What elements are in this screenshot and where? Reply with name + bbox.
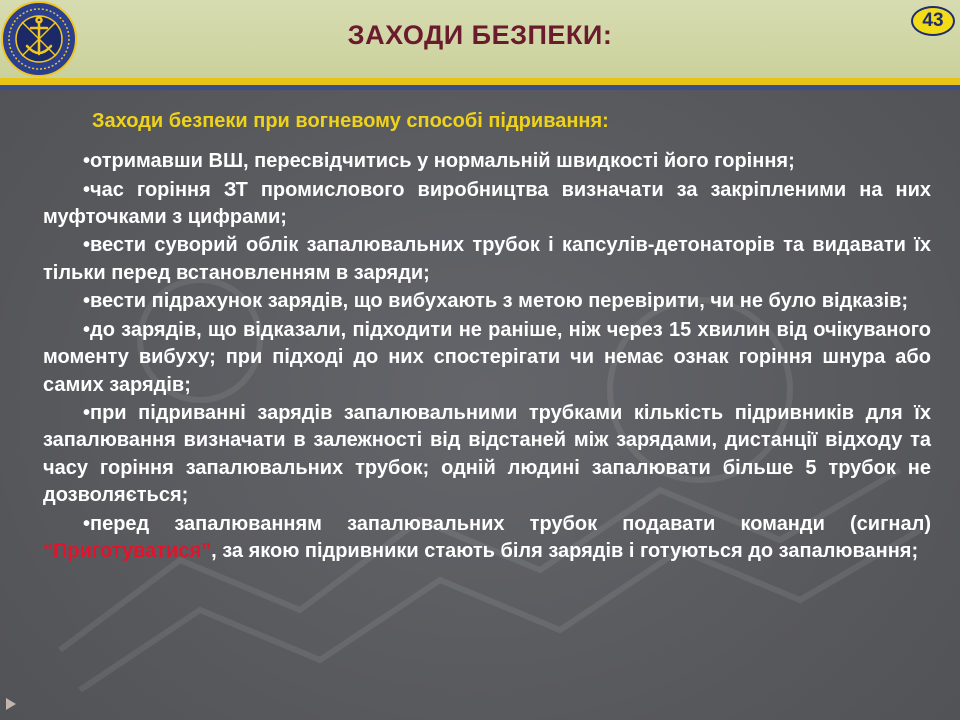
page-number-badge: 43 [911, 6, 955, 36]
list-item: •час горіння ЗТ промислового виробництва визначати за закріпленими на них муфточками з цифрами; [43, 178, 931, 228]
section-subtitle: Заходи безпеки при вогневому способі підривання: [92, 110, 609, 132]
list-item: •отримавши ВШ, пересвідчитись у нормальній швидкості його горіння; [83, 150, 795, 172]
list-item: •до зарядів, що відказали, підходити не раніше, ніж через 15 хвилин від очікуваного моменту вибуху; при підході до них спостерігати чи немає ознак горіння шнура або самих зарядів; [43, 318, 931, 396]
list-item: •при підриванні зарядів запалювальними трубками кількість підривників для їх запалювання визначати в залежності від відстаней між зарядами, дистанції відходу та часу горіння запалювальних трубок; одній людині запалювати більше 5 трубок не дозволяється; [43, 402, 931, 507]
slide-title: ЗАХОДИ БЕЗПЕКИ: [347, 20, 613, 50]
header-stripe-yellow [0, 78, 960, 85]
command-highlight: “Приготуватися” [43, 539, 212, 562]
list-item-text: •перед запалюванням запалювальних трубок подавати команди (сигнал) [83, 512, 931, 535]
nav-arrow-icon[interactable] [6, 698, 16, 710]
header-stripe-blue [0, 85, 960, 90]
list-item-text: , за якою підривники стають біля зарядів і готуються до запалювання; [211, 539, 919, 562]
list-item [43, 511, 931, 566]
bullet-list [43, 148, 931, 567]
list-item: •вести суворий облік запалювальних трубок і капсулів-детонаторів та видавати їх тільки перед встановленням в заряди; [43, 234, 931, 284]
list-item: •вести підрахунок зарядів, що вибухають з метою перевірити, чи не було відказів; [83, 290, 909, 313]
